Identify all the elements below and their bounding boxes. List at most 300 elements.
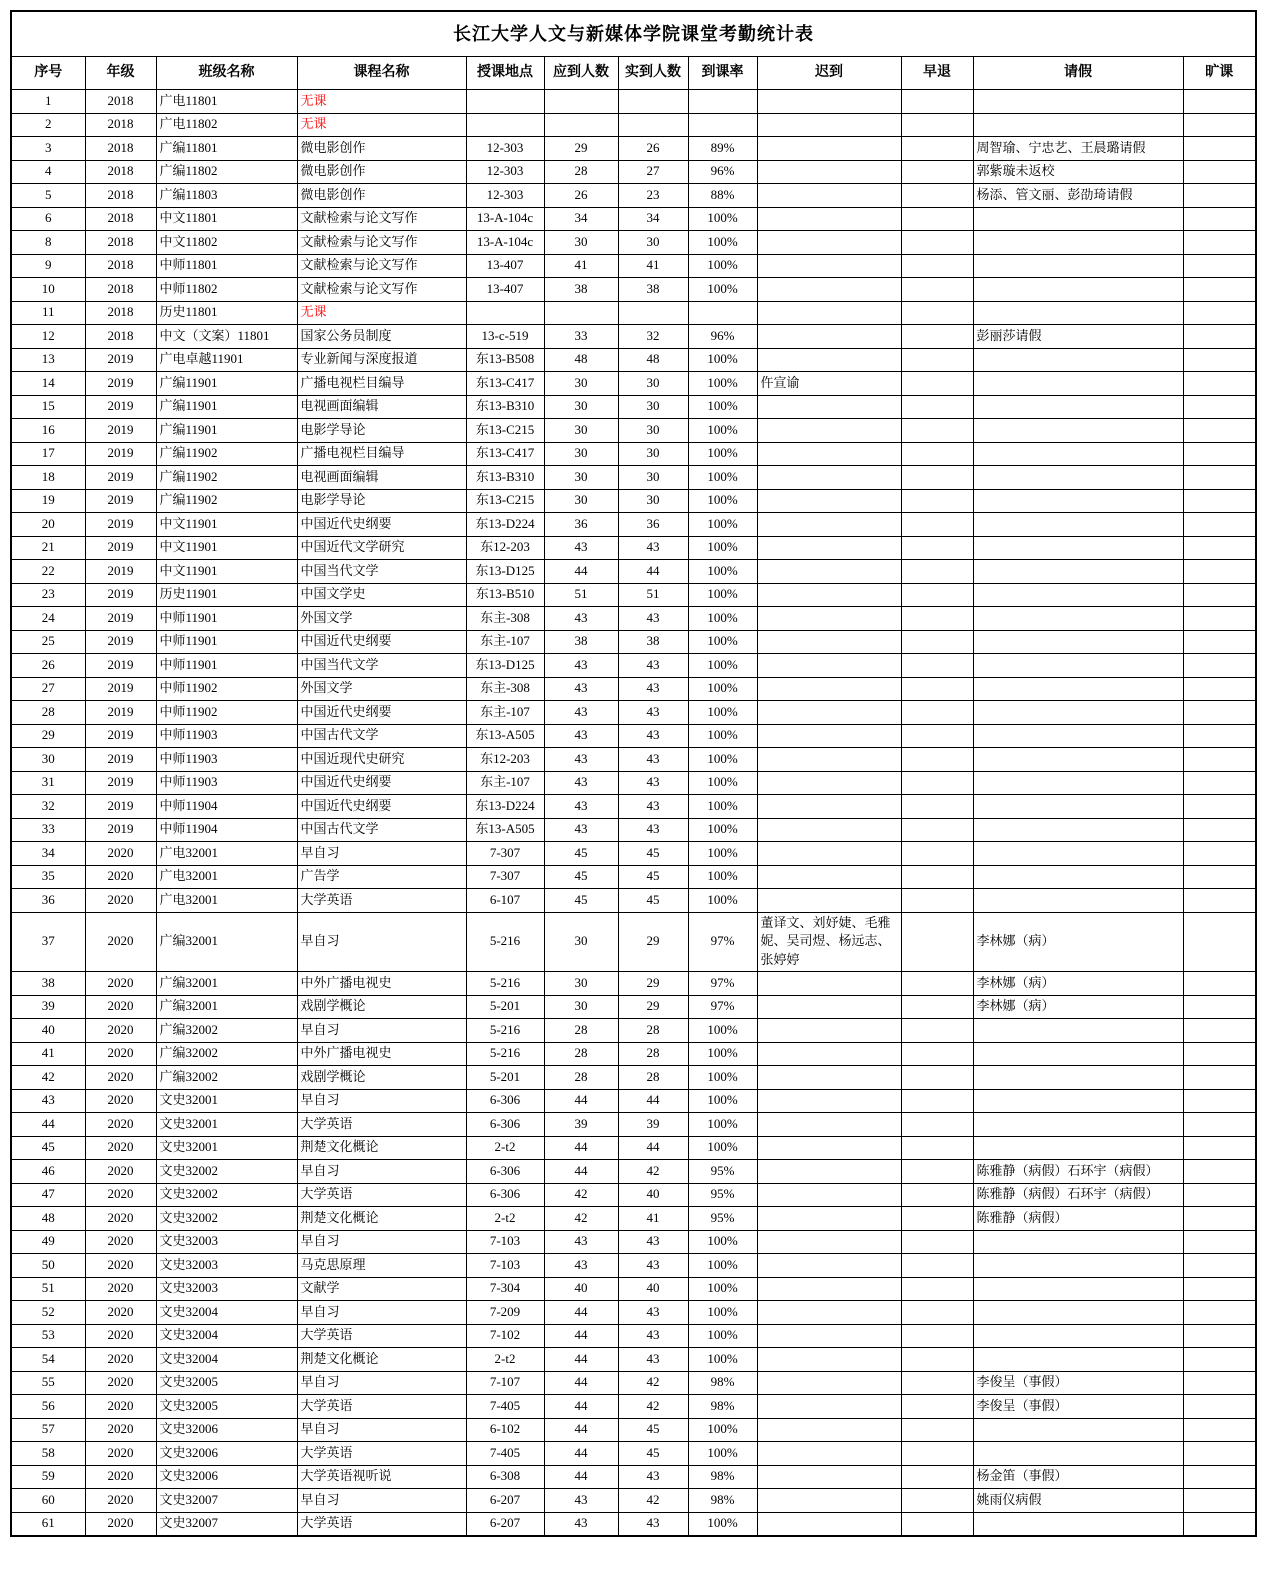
- cell-absent: [1183, 1230, 1256, 1254]
- cell-class: 中师11903: [156, 724, 297, 748]
- cell-leave: [973, 1348, 1183, 1372]
- cell-course: 文献检索与论文写作: [297, 207, 466, 231]
- cell-absent: [1183, 207, 1256, 231]
- cell-class: 文史32005: [156, 1371, 297, 1395]
- cell-absent: [1183, 325, 1256, 349]
- cell-class: 历史11801: [156, 301, 297, 325]
- cell-location: 东13-B508: [466, 348, 544, 372]
- cell-grade: 2019: [85, 583, 156, 607]
- cell-course: 荆楚文化概论: [297, 1348, 466, 1372]
- cell-course: 中国古代文学: [297, 724, 466, 748]
- cell-rate: 100%: [688, 1019, 757, 1043]
- cell-rate: [688, 301, 757, 325]
- cell-class: 广编32001: [156, 972, 297, 996]
- cell-actual: 43: [618, 748, 688, 772]
- cell-absent: [1183, 348, 1256, 372]
- cell-course: 大学英语: [297, 1113, 466, 1137]
- cell-early: [901, 701, 973, 725]
- cell-absent: [1183, 842, 1256, 866]
- cell-early: [901, 113, 973, 137]
- cell-class: 中文11901: [156, 513, 297, 537]
- cell-actual: 45: [618, 1418, 688, 1442]
- cell-location: 东12-203: [466, 536, 544, 560]
- cell-rate: 95%: [688, 1183, 757, 1207]
- cell-location: 13-A-104c: [466, 231, 544, 255]
- cell-course: 专业新闻与深度报道: [297, 348, 466, 372]
- cell-early: [901, 442, 973, 466]
- cell-late: [757, 1465, 901, 1489]
- cell-early: [901, 1465, 973, 1489]
- cell-late: [757, 207, 901, 231]
- cell-late: [757, 771, 901, 795]
- cell-leave: [973, 842, 1183, 866]
- cell-actual: [618, 301, 688, 325]
- cell-location: 6-306: [466, 1183, 544, 1207]
- cell-num: 34: [11, 842, 85, 866]
- cell-absent: [1183, 231, 1256, 255]
- cell-location: 7-405: [466, 1442, 544, 1466]
- cell-late: [757, 1512, 901, 1536]
- cell-actual: 43: [618, 607, 688, 631]
- table-row: [11, 419, 1256, 443]
- cell-location: 东13-C417: [466, 372, 544, 396]
- cell-class: 中师11903: [156, 748, 297, 772]
- cell-late: [757, 701, 901, 725]
- cell-course: 微电影创作: [297, 184, 466, 208]
- cell-rate: 100%: [688, 466, 757, 490]
- cell-grade: 2020: [85, 1301, 156, 1325]
- cell-actual: 44: [618, 1089, 688, 1113]
- cell-actual: 39: [618, 1113, 688, 1137]
- table-row: [11, 842, 1256, 866]
- cell-grade: 2019: [85, 795, 156, 819]
- cell-course: 马克思原理: [297, 1254, 466, 1278]
- cell-course: 大学英语: [297, 1324, 466, 1348]
- cell-num: 22: [11, 560, 85, 584]
- cell-absent: [1183, 1418, 1256, 1442]
- cell-num: 39: [11, 995, 85, 1019]
- cell-grade: 2020: [85, 1324, 156, 1348]
- cell-grade: 2019: [85, 607, 156, 631]
- cell-actual: 43: [618, 771, 688, 795]
- column-header-num: 序号: [11, 57, 85, 90]
- cell-grade: 2019: [85, 654, 156, 678]
- cell-actual: 44: [618, 560, 688, 584]
- cell-class: 中师11904: [156, 795, 297, 819]
- cell-course: 大学英语: [297, 1442, 466, 1466]
- cell-num: 50: [11, 1254, 85, 1278]
- cell-late: [757, 1183, 901, 1207]
- cell-grade: 2019: [85, 701, 156, 725]
- cell-expected: 26: [544, 184, 618, 208]
- cell-num: 20: [11, 513, 85, 537]
- cell-expected: [544, 113, 618, 137]
- cell-num: 27: [11, 677, 85, 701]
- cell-course: 大学英语: [297, 1395, 466, 1419]
- cell-expected: 45: [544, 842, 618, 866]
- cell-late: [757, 889, 901, 913]
- cell-actual: 43: [618, 818, 688, 842]
- cell-early: [901, 1113, 973, 1137]
- cell-late: [757, 1042, 901, 1066]
- cell-location: 12-303: [466, 137, 544, 161]
- cell-class: 文史32003: [156, 1277, 297, 1301]
- cell-num: 55: [11, 1371, 85, 1395]
- cell-rate: 100%: [688, 1136, 757, 1160]
- cell-course: 早自习: [297, 1418, 466, 1442]
- column-header-absent: 旷课: [1183, 57, 1256, 90]
- cell-course: 无课: [297, 90, 466, 114]
- cell-class: 广编11803: [156, 184, 297, 208]
- cell-early: [901, 466, 973, 490]
- cell-early: [901, 724, 973, 748]
- cell-course: 广播电视栏目编导: [297, 442, 466, 466]
- cell-course: 中国古代文学: [297, 818, 466, 842]
- cell-class: 中师11902: [156, 677, 297, 701]
- cell-course: 戏剧学概论: [297, 1066, 466, 1090]
- table-header-row: [11, 57, 1256, 90]
- cell-course: 广播电视栏目编导: [297, 372, 466, 396]
- cell-rate: 100%: [688, 560, 757, 584]
- cell-leave: [973, 419, 1183, 443]
- cell-rate: 97%: [688, 972, 757, 996]
- table-row: [11, 583, 1256, 607]
- cell-late: [757, 231, 901, 255]
- cell-course: 早自习: [297, 1160, 466, 1184]
- cell-course: 外国文学: [297, 607, 466, 631]
- cell-early: [901, 1512, 973, 1536]
- cell-num: 35: [11, 865, 85, 889]
- cell-location: 7-102: [466, 1324, 544, 1348]
- cell-expected: 44: [544, 1136, 618, 1160]
- cell-expected: 44: [544, 1301, 618, 1325]
- table-row: [11, 1042, 1256, 1066]
- cell-absent: [1183, 419, 1256, 443]
- cell-actual: 43: [618, 1324, 688, 1348]
- cell-late: [757, 1348, 901, 1372]
- cell-course: 早自习: [297, 1489, 466, 1513]
- table-row: [11, 607, 1256, 631]
- cell-class: 文史32007: [156, 1489, 297, 1513]
- cell-location: 5-216: [466, 1042, 544, 1066]
- table-row: [11, 972, 1256, 996]
- cell-rate: 100%: [688, 1230, 757, 1254]
- cell-actual: 45: [618, 889, 688, 913]
- cell-class: 中师11901: [156, 607, 297, 631]
- cell-course: 无课: [297, 301, 466, 325]
- cell-location: 7-107: [466, 1371, 544, 1395]
- cell-grade: 2018: [85, 325, 156, 349]
- cell-expected: 43: [544, 748, 618, 772]
- table-row: [11, 1371, 1256, 1395]
- cell-location: 7-103: [466, 1254, 544, 1278]
- cell-late: [757, 1442, 901, 1466]
- cell-rate: 100%: [688, 489, 757, 513]
- cell-expected: 44: [544, 1442, 618, 1466]
- cell-absent: [1183, 1207, 1256, 1231]
- cell-actual: 30: [618, 419, 688, 443]
- cell-rate: 100%: [688, 1348, 757, 1372]
- title-row: [11, 11, 1256, 57]
- cell-class: 广电32001: [156, 842, 297, 866]
- cell-actual: 28: [618, 1042, 688, 1066]
- cell-absent: [1183, 160, 1256, 184]
- cell-actual: 43: [618, 654, 688, 678]
- cell-late: [757, 395, 901, 419]
- cell-expected: 36: [544, 513, 618, 537]
- cell-location: 东13-C215: [466, 489, 544, 513]
- column-header-actual: 实到人数: [618, 57, 688, 90]
- column-header-expected: 应到人数: [544, 57, 618, 90]
- cell-leave: 杨添、管文丽、彭劭琦请假: [973, 184, 1183, 208]
- cell-actual: 30: [618, 442, 688, 466]
- cell-early: [901, 1136, 973, 1160]
- cell-grade: 2020: [85, 995, 156, 1019]
- cell-late: [757, 1019, 901, 1043]
- cell-rate: 100%: [688, 207, 757, 231]
- cell-expected: 29: [544, 137, 618, 161]
- cell-num: 16: [11, 419, 85, 443]
- cell-location: 6-308: [466, 1465, 544, 1489]
- cell-rate: 100%: [688, 865, 757, 889]
- cell-course: 无课: [297, 113, 466, 137]
- cell-late: [757, 1089, 901, 1113]
- cell-rate: 100%: [688, 771, 757, 795]
- cell-course: 中外广播电视史: [297, 972, 466, 996]
- table-row: [11, 1442, 1256, 1466]
- cell-rate: 100%: [688, 254, 757, 278]
- cell-late: [757, 1136, 901, 1160]
- cell-leave: [973, 395, 1183, 419]
- column-header-grade: 年级: [85, 57, 156, 90]
- cell-rate: 100%: [688, 1089, 757, 1113]
- cell-grade: 2020: [85, 889, 156, 913]
- cell-location: 6-207: [466, 1489, 544, 1513]
- cell-late: [757, 1113, 901, 1137]
- cell-actual: 45: [618, 842, 688, 866]
- cell-grade: 2018: [85, 231, 156, 255]
- cell-rate: 100%: [688, 419, 757, 443]
- cell-actual: 43: [618, 677, 688, 701]
- cell-num: 18: [11, 466, 85, 490]
- cell-absent: [1183, 724, 1256, 748]
- cell-absent: [1183, 701, 1256, 725]
- cell-actual: 43: [618, 1301, 688, 1325]
- cell-grade: 2020: [85, 1042, 156, 1066]
- cell-rate: 100%: [688, 818, 757, 842]
- cell-num: 25: [11, 630, 85, 654]
- cell-location: 东13-B310: [466, 466, 544, 490]
- cell-late: [757, 1254, 901, 1278]
- cell-class: 中文11901: [156, 536, 297, 560]
- column-header-class: 班级名称: [156, 57, 297, 90]
- cell-num: 14: [11, 372, 85, 396]
- cell-leave: [973, 1512, 1183, 1536]
- cell-grade: 2019: [85, 442, 156, 466]
- table-row: [11, 348, 1256, 372]
- cell-leave: [973, 677, 1183, 701]
- table-row: [11, 1277, 1256, 1301]
- cell-location: [466, 113, 544, 137]
- cell-num: 23: [11, 583, 85, 607]
- cell-late: [757, 278, 901, 302]
- cell-early: [901, 1254, 973, 1278]
- cell-class: 广编32002: [156, 1042, 297, 1066]
- cell-num: 24: [11, 607, 85, 631]
- cell-class: 文史32004: [156, 1348, 297, 1372]
- cell-course: 中国当代文学: [297, 560, 466, 584]
- cell-class: 广编11801: [156, 137, 297, 161]
- table-row: [11, 231, 1256, 255]
- cell-actual: 42: [618, 1160, 688, 1184]
- cell-expected: 42: [544, 1207, 618, 1231]
- cell-early: [901, 278, 973, 302]
- cell-num: 2: [11, 113, 85, 137]
- cell-location: 13-407: [466, 278, 544, 302]
- table-row: [11, 113, 1256, 137]
- cell-leave: [973, 818, 1183, 842]
- cell-late: [757, 1371, 901, 1395]
- cell-class: 广编32002: [156, 1066, 297, 1090]
- cell-absent: [1183, 560, 1256, 584]
- cell-leave: [973, 1442, 1183, 1466]
- cell-course: 大学英语: [297, 1512, 466, 1536]
- cell-leave: [973, 889, 1183, 913]
- table-body: [11, 90, 1256, 1536]
- cell-rate: [688, 90, 757, 114]
- cell-class: 中文11801: [156, 207, 297, 231]
- cell-expected: 40: [544, 1277, 618, 1301]
- cell-expected: 45: [544, 865, 618, 889]
- cell-early: [901, 560, 973, 584]
- attendance-table: [10, 10, 1257, 1537]
- cell-location: 12-303: [466, 184, 544, 208]
- cell-late: [757, 818, 901, 842]
- cell-absent: [1183, 1183, 1256, 1207]
- cell-location: 6-306: [466, 1160, 544, 1184]
- cell-actual: 45: [618, 1442, 688, 1466]
- cell-num: 48: [11, 1207, 85, 1231]
- cell-absent: [1183, 818, 1256, 842]
- cell-leave: 李林娜（病）: [973, 995, 1183, 1019]
- cell-late: [757, 442, 901, 466]
- cell-rate: 98%: [688, 1371, 757, 1395]
- cell-early: [901, 1418, 973, 1442]
- cell-absent: [1183, 489, 1256, 513]
- table-row: [11, 1512, 1256, 1536]
- cell-class: 广编11901: [156, 395, 297, 419]
- cell-actual: 29: [618, 912, 688, 972]
- cell-rate: 89%: [688, 137, 757, 161]
- cell-early: [901, 160, 973, 184]
- cell-location: 6-107: [466, 889, 544, 913]
- cell-expected: 43: [544, 701, 618, 725]
- cell-location: 5-216: [466, 1019, 544, 1043]
- cell-num: 17: [11, 442, 85, 466]
- cell-expected: [544, 90, 618, 114]
- cell-grade: 2019: [85, 748, 156, 772]
- cell-absent: [1183, 90, 1256, 114]
- cell-leave: 陈雅静（病假）石环宇（病假）: [973, 1160, 1183, 1184]
- cell-location: 东13-C215: [466, 419, 544, 443]
- cell-actual: 42: [618, 1371, 688, 1395]
- cell-location: 5-216: [466, 972, 544, 996]
- cell-grade: 2020: [85, 1019, 156, 1043]
- cell-actual: 30: [618, 231, 688, 255]
- cell-location: 东13-D224: [466, 513, 544, 537]
- cell-late: [757, 607, 901, 631]
- cell-leave: [973, 1136, 1183, 1160]
- cell-absent: [1183, 972, 1256, 996]
- cell-late: [757, 113, 901, 137]
- cell-location: 6-306: [466, 1113, 544, 1137]
- cell-rate: 100%: [688, 1277, 757, 1301]
- cell-early: [901, 1324, 973, 1348]
- cell-late: [757, 560, 901, 584]
- cell-late: [757, 1066, 901, 1090]
- cell-location: 2-t2: [466, 1348, 544, 1372]
- cell-actual: 48: [618, 348, 688, 372]
- cell-location: [466, 301, 544, 325]
- cell-class: 广编11901: [156, 419, 297, 443]
- cell-actual: 40: [618, 1277, 688, 1301]
- cell-location: 东13-A505: [466, 818, 544, 842]
- cell-early: [901, 1230, 973, 1254]
- cell-leave: [973, 207, 1183, 231]
- cell-rate: 100%: [688, 701, 757, 725]
- cell-location: 东13-A505: [466, 724, 544, 748]
- cell-late: 董译文、刘妤婕、毛雅妮、吴司煜、杨远志、张婷婷: [757, 912, 901, 972]
- table-row: [11, 207, 1256, 231]
- cell-location: 5-201: [466, 995, 544, 1019]
- cell-expected: 43: [544, 1512, 618, 1536]
- cell-expected: 30: [544, 995, 618, 1019]
- cell-expected: 44: [544, 1324, 618, 1348]
- cell-absent: [1183, 278, 1256, 302]
- cell-class: 中师11904: [156, 818, 297, 842]
- cell-early: [901, 1207, 973, 1231]
- cell-course: 微电影创作: [297, 137, 466, 161]
- cell-expected: 43: [544, 1489, 618, 1513]
- cell-grade: 2020: [85, 1160, 156, 1184]
- cell-actual: 28: [618, 1066, 688, 1090]
- cell-rate: 100%: [688, 536, 757, 560]
- cell-rate: 100%: [688, 231, 757, 255]
- cell-num: 47: [11, 1183, 85, 1207]
- cell-actual: 42: [618, 1395, 688, 1419]
- cell-early: [901, 1183, 973, 1207]
- cell-grade: 2019: [85, 630, 156, 654]
- cell-absent: [1183, 536, 1256, 560]
- cell-num: 36: [11, 889, 85, 913]
- cell-late: [757, 348, 901, 372]
- cell-num: 46: [11, 1160, 85, 1184]
- cell-late: [757, 583, 901, 607]
- cell-grade: 2020: [85, 1512, 156, 1536]
- cell-late: [757, 1418, 901, 1442]
- cell-num: 38: [11, 972, 85, 996]
- cell-actual: 42: [618, 1489, 688, 1513]
- cell-late: [757, 724, 901, 748]
- cell-absent: [1183, 184, 1256, 208]
- cell-late: [757, 184, 901, 208]
- cell-class: 中师11901: [156, 630, 297, 654]
- cell-grade: 2019: [85, 419, 156, 443]
- cell-actual: 30: [618, 372, 688, 396]
- cell-leave: 李俊呈（事假）: [973, 1395, 1183, 1419]
- cell-num: 8: [11, 231, 85, 255]
- cell-leave: 彭丽莎请假: [973, 325, 1183, 349]
